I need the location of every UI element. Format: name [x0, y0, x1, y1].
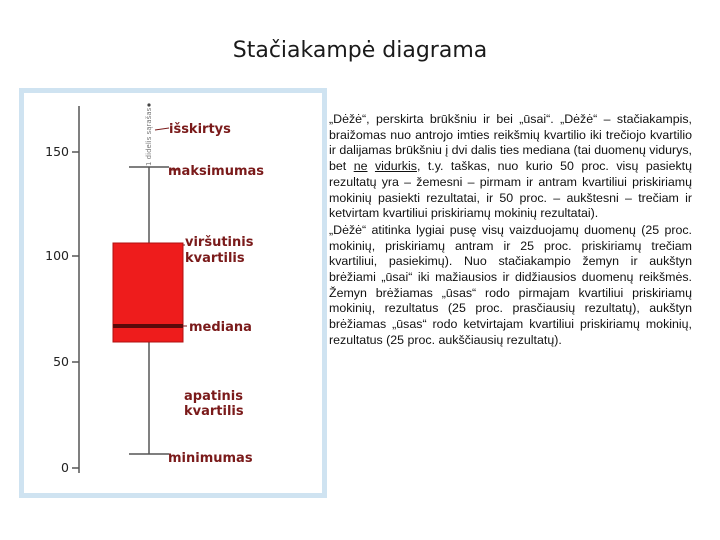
underlined-ne: ne — [353, 159, 368, 174]
paragraph-box-definition — [329, 112, 692, 222]
label-maximum: maksimumas — [168, 164, 265, 179]
label-outlier: išskirtys — [169, 122, 231, 137]
explanation-text — [329, 112, 692, 349]
box-plot-figure — [19, 88, 327, 498]
paragraph-1-space — [367, 159, 374, 173]
label-minimum: minimumas — [168, 451, 253, 466]
box-plot-svg — [19, 88, 327, 498]
outlier-point — [147, 103, 150, 106]
underlined-vidurkis: vidurkis — [374, 159, 417, 174]
slide-title: Stačiakampė diagrama — [232, 38, 488, 63]
label-median: mediana — [189, 320, 252, 335]
paragraph-1-part-a: „Dėžė“, perskirta brūkšniu ir bei „ūsai“. „Dėžė“ – stačiakampis, braižomas nuo antrojo imties reikšmių kvartilio iki trečiojo kvartilio ir dalijamas brūkšniu į dvi dalis ties mediana (tai duomenų vidurys, bet — [329, 112, 692, 174]
paragraph-1-part-c: , t.y. taškas, nuo kurio 50 proc. visų pasiektų rezultatų yra – žemesni – pirmam ir antram kvartiliui priskiriamų mokinių pasiekti rezultatai, ir 50 proc. – aukštesni – trečiam ir ketvirtam kvartiliui priskiriamų mokinių rezultatai). — [329, 159, 692, 221]
label-upper-quartile-2: kvartilis — [185, 251, 245, 266]
paragraph-whiskers: „Dėžė“ atitinka lygiai pusę visų vaizduojamų duomenų (25 proc. mokinių, priskiriamų antram ir 25 proc. priskiriamų trečiam kvartiliui, pasiekimų). Nuo stačiakampio žemyn ir aukštyn brėžiami „ūsai“ iki mažiausios ir didžiausios duomenų reikšmės. Žemyn brėžiamas „ūsas“ rodo pirmajam kvartiliui priskiriamų mokinių, rezultatus (25 proc. prasčiausių rezultatų), aukštyn brėžiamas „ūsas“ rodo ketvirtajam kvartiliui priskiriamų mokinių, rezultatus (25 proc. aukščiausių rezultatų). — [329, 222, 692, 347]
label-lower-quartile-1: apatinis — [184, 389, 243, 404]
pointer-outlier — [155, 128, 169, 130]
y-tick-label-0: 0 — [61, 460, 69, 475]
median-line — [113, 324, 183, 328]
y-tick-label-150: 150 — [45, 144, 69, 159]
label-upper-quartile-1: viršutinis — [185, 235, 254, 250]
outlier-note: 1 didelis sąrašas — [145, 107, 153, 166]
label-lower-quartile-2: kvartilis — [184, 404, 244, 419]
y-tick-label-100: 100 — [45, 248, 69, 263]
y-tick-label-50: 50 — [53, 354, 69, 369]
